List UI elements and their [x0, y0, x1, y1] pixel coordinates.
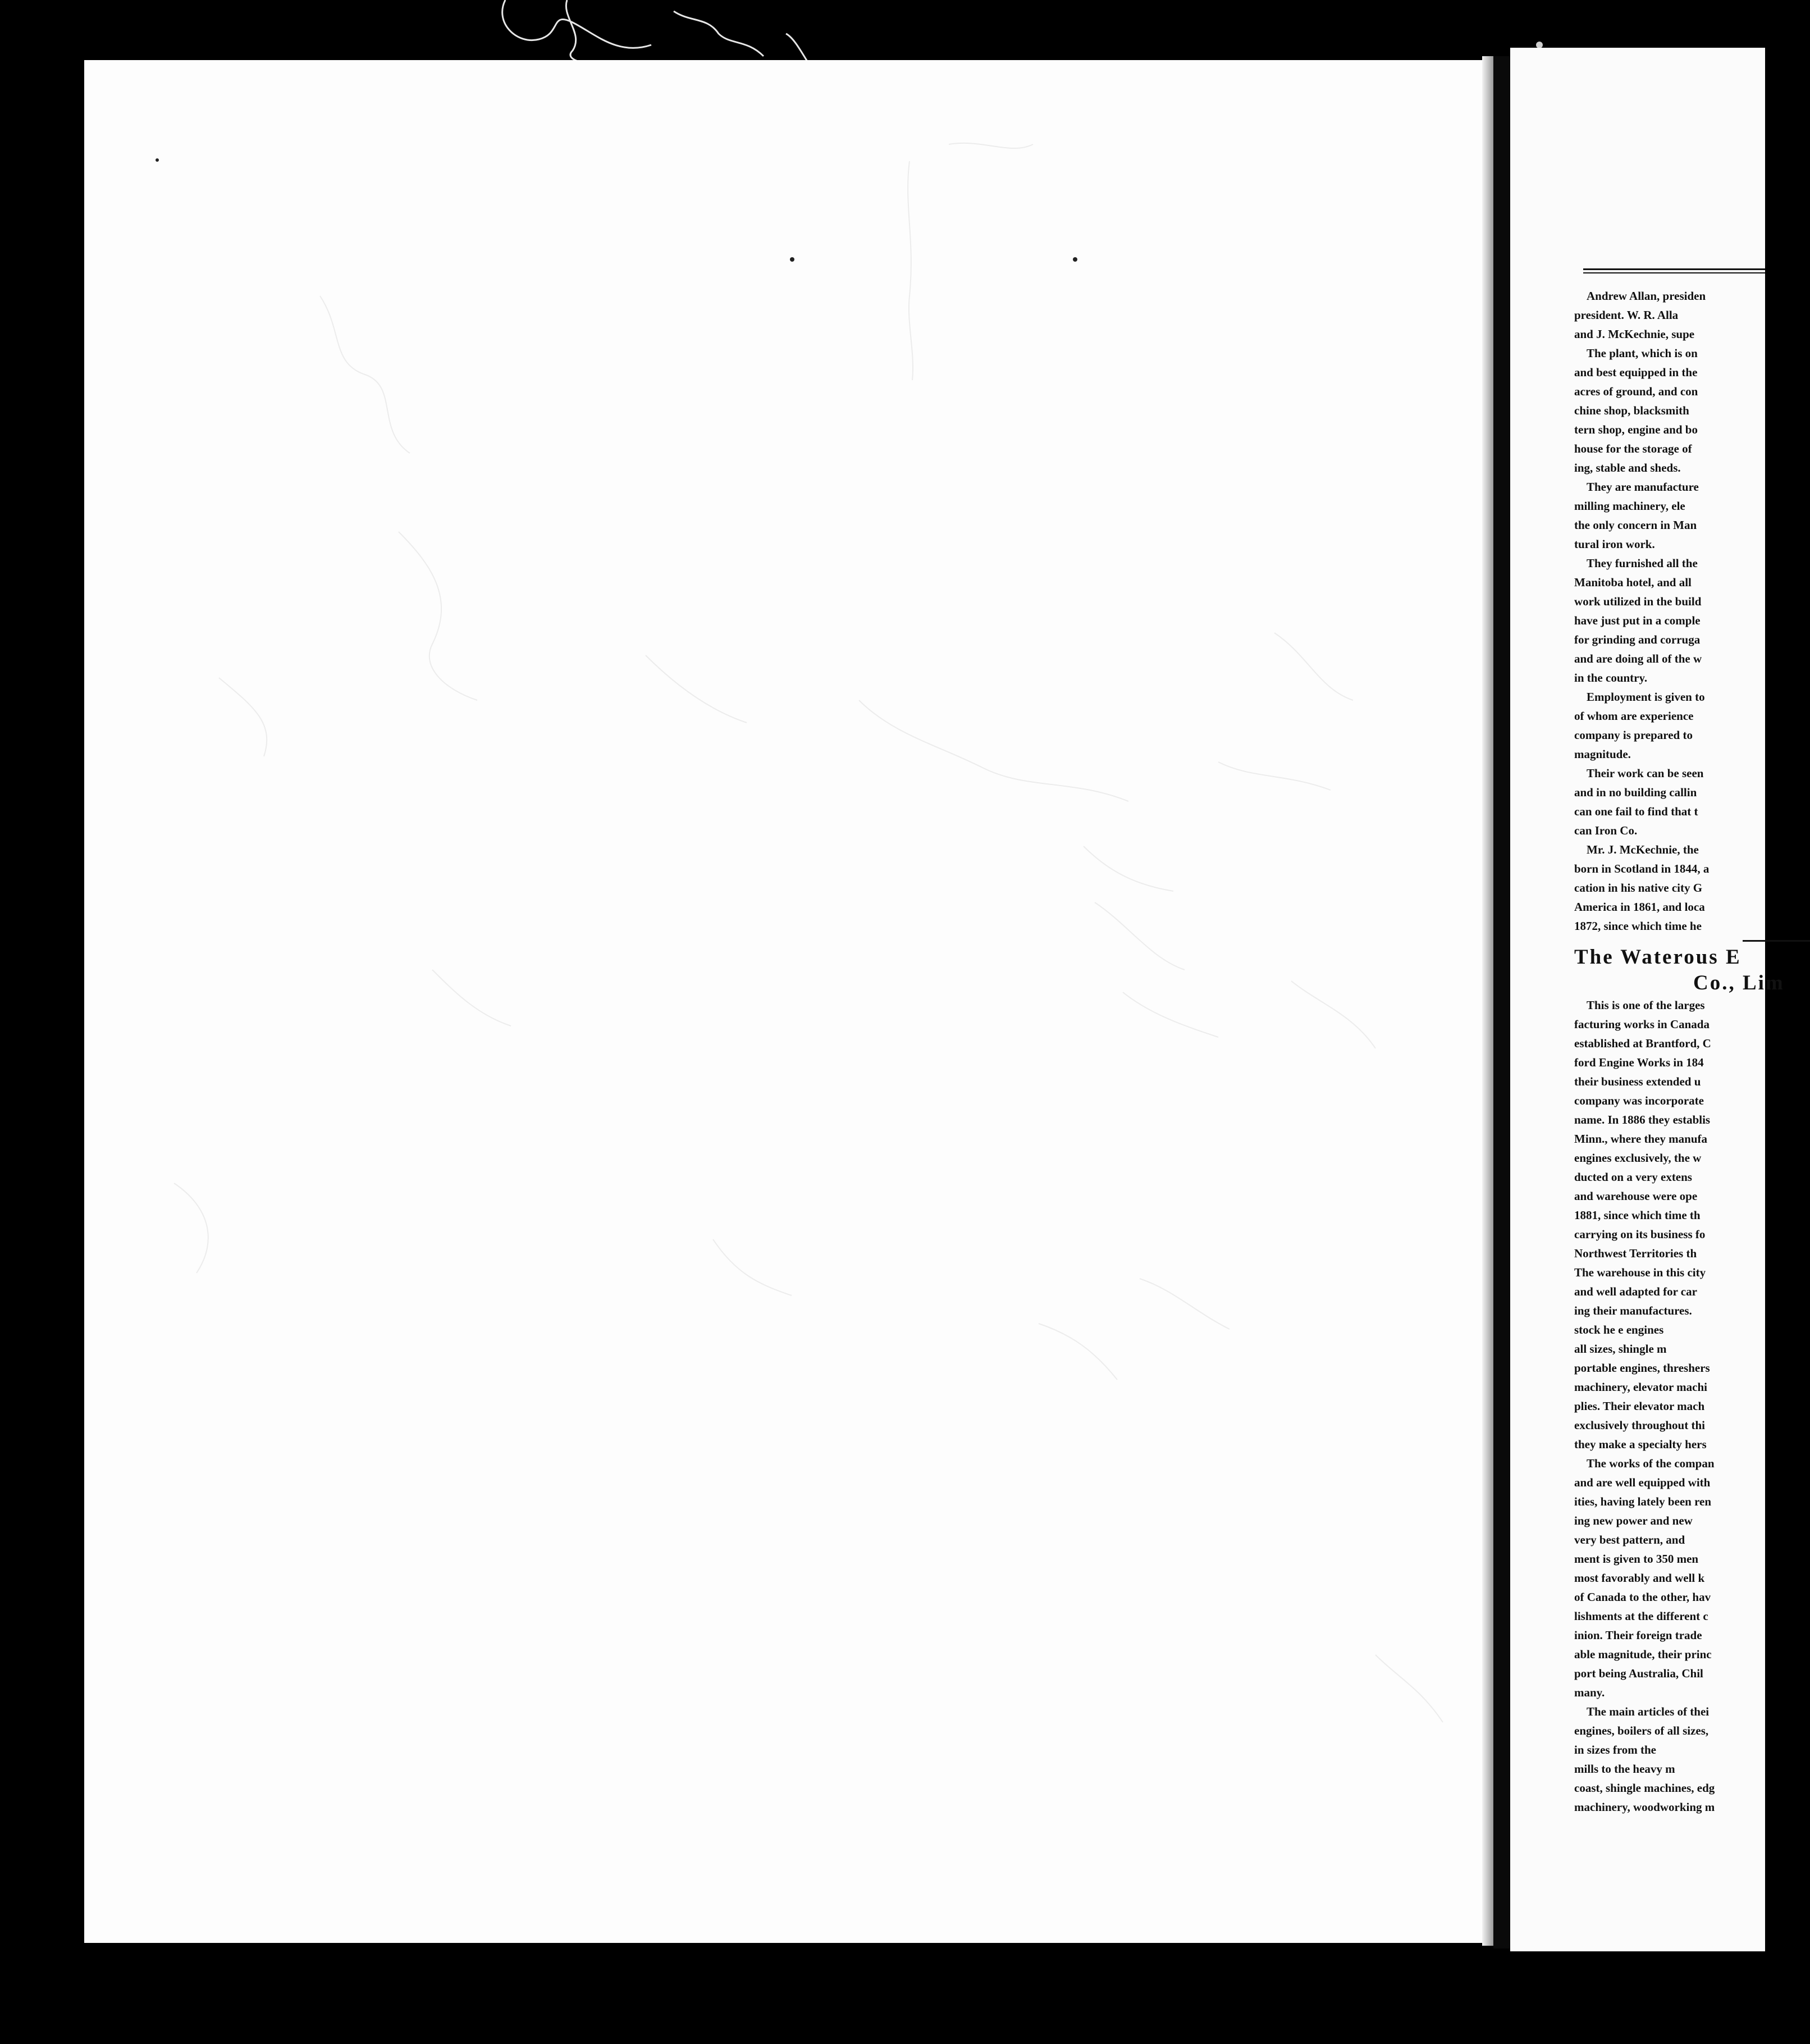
text-line: can one fail to find that t: [1574, 805, 1698, 818]
text-line: in sizes from the: [1574, 1743, 1657, 1756]
text-line: tural iron work.: [1574, 537, 1655, 551]
text-line: ing new power and new: [1574, 1514, 1693, 1527]
text-line: and J. McKechnie, supe: [1574, 327, 1695, 341]
paragraph: [1574, 687, 1799, 764]
text-line: engines exclusively, the w: [1574, 1151, 1702, 1165]
text-line: of Canada to the other, hav: [1574, 1590, 1711, 1604]
text-line: ities, having lately been ren: [1574, 1495, 1712, 1508]
text-line: house for the storage of: [1574, 442, 1692, 455]
gutter-shadow: [1482, 56, 1493, 1946]
text-line: The plant, which is on: [1587, 346, 1698, 360]
text-line: America in 1861, and loca: [1574, 900, 1705, 914]
text-line: portable engines, threshers: [1574, 1361, 1710, 1375]
paper-fibres: [84, 60, 1491, 1943]
text-line: of whom are experience: [1574, 709, 1694, 723]
paragraph: [1574, 840, 1799, 936]
text-line: milling machinery, ele: [1574, 499, 1685, 513]
text-line: machinery, elevator machi: [1574, 1380, 1707, 1394]
text-line: company was incorporate: [1574, 1094, 1704, 1107]
text-line: This is one of the larges: [1587, 998, 1705, 1012]
text-line: many.: [1574, 1686, 1605, 1699]
column-header-rules: [1583, 268, 1765, 274]
text-line: They are manufacture: [1587, 480, 1699, 494]
text-line: all sizes, shingle m: [1574, 1342, 1667, 1356]
paragraph: [1574, 286, 1799, 344]
paragraph: [1574, 477, 1799, 554]
text-line: Mr. J. McKechnie, the: [1587, 843, 1699, 856]
text-line: cation in his native city G: [1574, 881, 1703, 895]
paragraph: [1574, 764, 1799, 840]
text-line: 1872, since which time he: [1574, 919, 1702, 933]
text-line: and well adapted for car: [1574, 1285, 1697, 1298]
paragraph: [1574, 1702, 1799, 1817]
text-line: coast, shingle machines, edg: [1574, 1781, 1715, 1795]
text-line: chine shop, blacksmith: [1574, 404, 1689, 417]
paragraph: [1574, 1454, 1799, 1702]
text-line: engines, boilers of all sizes,: [1574, 1724, 1709, 1737]
text-line: president. W. R. Alla: [1574, 308, 1679, 322]
text-line: able magnitude, their princ: [1574, 1648, 1712, 1661]
text-line: work utilized in the build: [1574, 595, 1702, 608]
text-line: most favorably and well k: [1574, 1571, 1705, 1585]
text-line: ing their manufactures.: [1574, 1304, 1692, 1317]
paragraph: [1574, 554, 1799, 687]
text-line: Manitoba hotel, and all: [1574, 576, 1692, 589]
text-line: company is prepared to: [1574, 728, 1693, 742]
text-line: have just put in a comple: [1574, 614, 1701, 627]
text-line: ford Engine Works in 184: [1574, 1056, 1704, 1069]
text-line: name. In 1886 they establis: [1574, 1113, 1711, 1126]
paragraph-group-bottom: [1574, 996, 1799, 1817]
text-line: very best pattern, and: [1574, 1533, 1685, 1546]
text-line: lishments at the different c: [1574, 1609, 1708, 1623]
text-line: Employment is given to: [1587, 690, 1705, 704]
text-line: Northwest Territories th: [1574, 1247, 1697, 1260]
text-line: can Iron Co.: [1574, 824, 1638, 837]
text-line: in the country.: [1574, 671, 1648, 685]
text-line: for grinding and corruga: [1574, 633, 1701, 646]
text-line: The works of the compan: [1587, 1457, 1715, 1470]
article-heading-line1: The Waterous E: [1574, 946, 1742, 969]
text-line: tern shop, engine and bo: [1574, 423, 1698, 436]
text-line: They furnished all the: [1587, 556, 1698, 570]
text-line: stock he e engines: [1574, 1323, 1664, 1336]
section-divider: [1743, 940, 1810, 942]
paragraph: [1574, 344, 1799, 477]
text-line: their business extended u: [1574, 1075, 1701, 1088]
article-heading-line2: Co., Lim: [1693, 971, 1785, 994]
text-line: and warehouse were ope: [1574, 1189, 1698, 1203]
paragraph-group-top: [1574, 286, 1799, 936]
text-line: mills to the heavy m: [1574, 1762, 1675, 1776]
text-line: and are doing all of the w: [1574, 652, 1702, 665]
text-line: inion. Their foreign trade: [1574, 1628, 1702, 1642]
text-line: acres of ground, and con: [1574, 385, 1698, 398]
text-line: born in Scotland in 1844, a: [1574, 862, 1710, 875]
text-line: ducted on a very extens: [1574, 1170, 1692, 1184]
text-line: The main articles of thei: [1587, 1705, 1710, 1718]
text-line: ment is given to 350 men: [1574, 1552, 1699, 1566]
text-line: 1881, since which time th: [1574, 1208, 1701, 1222]
text-line: carrying on its business fo: [1574, 1228, 1706, 1241]
text-line: The warehouse in this city: [1574, 1266, 1706, 1279]
text-line: Their work can be seen: [1587, 766, 1704, 780]
text-line: and in no building callin: [1574, 786, 1697, 799]
text-line: facturing works in Canada: [1574, 1018, 1710, 1031]
text-line: the only concern in Man: [1574, 518, 1697, 532]
text-line: Andrew Allan, presiden: [1587, 289, 1706, 303]
text-line: and are well equipped with: [1574, 1476, 1711, 1489]
article-column: [1574, 286, 1799, 1817]
text-line: port being Australia, Chil: [1574, 1667, 1703, 1680]
text-line: magnitude.: [1574, 747, 1631, 761]
text-line: established at Brantford, C: [1574, 1037, 1711, 1050]
text-line: Minn., where they manufa: [1574, 1132, 1708, 1146]
text-line: and best equipped in the: [1574, 366, 1698, 379]
text-line: machinery, woodworking m: [1574, 1800, 1715, 1814]
text-line: plies. Their elevator mach: [1574, 1399, 1705, 1413]
text-line: ing, stable and sheds.: [1574, 461, 1681, 474]
paragraph: [1574, 996, 1799, 1454]
blank-left-page: [84, 60, 1491, 1943]
text-line: exclusively throughout thi: [1574, 1418, 1705, 1432]
gutter-black: [1493, 56, 1510, 1949]
text-line: they make a specialty hers: [1574, 1438, 1707, 1451]
